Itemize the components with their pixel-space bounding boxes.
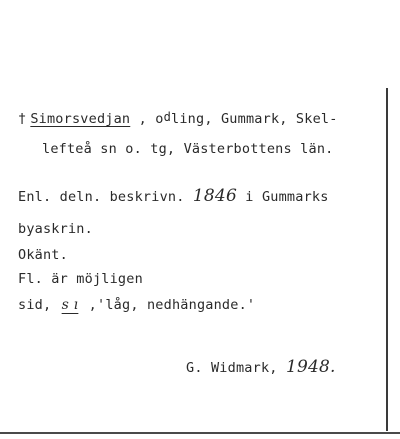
signature-year: 1948. <box>285 357 336 377</box>
source-text: Enl. deln. beskrivn. <box>18 189 193 205</box>
heading-separator: , o <box>130 111 164 127</box>
signature-name: G. Widmark, <box>186 360 286 376</box>
superscript-correction: d <box>163 110 172 124</box>
meaning-line <box>18 297 255 313</box>
signature-line <box>186 359 336 376</box>
note-line: Fl. är möjligen <box>18 271 143 287</box>
handwritten-mark: s ı <box>61 297 79 313</box>
status-line: Okänt. <box>18 247 68 263</box>
entry-location-line: lefteå sn o. tg, Västerbottens län. <box>42 141 334 157</box>
place-name: Simorsvedjan <box>30 111 131 127</box>
source-line <box>18 188 329 205</box>
source-archive-line: byaskrin. <box>18 221 93 237</box>
card-right-border <box>386 88 388 431</box>
meaning-text: ,'låg, nedhängande.' <box>80 297 256 313</box>
handwritten-year: 1846 <box>192 186 237 206</box>
dagger-symbol: † <box>18 111 27 127</box>
heading-location: ling, Gummark, Skel- <box>171 111 338 127</box>
card-bottom-border <box>0 432 400 434</box>
source-location: i Gummarks <box>236 189 329 205</box>
entry-heading-line <box>18 111 338 127</box>
meaning-prefix: sid, <box>18 297 60 313</box>
